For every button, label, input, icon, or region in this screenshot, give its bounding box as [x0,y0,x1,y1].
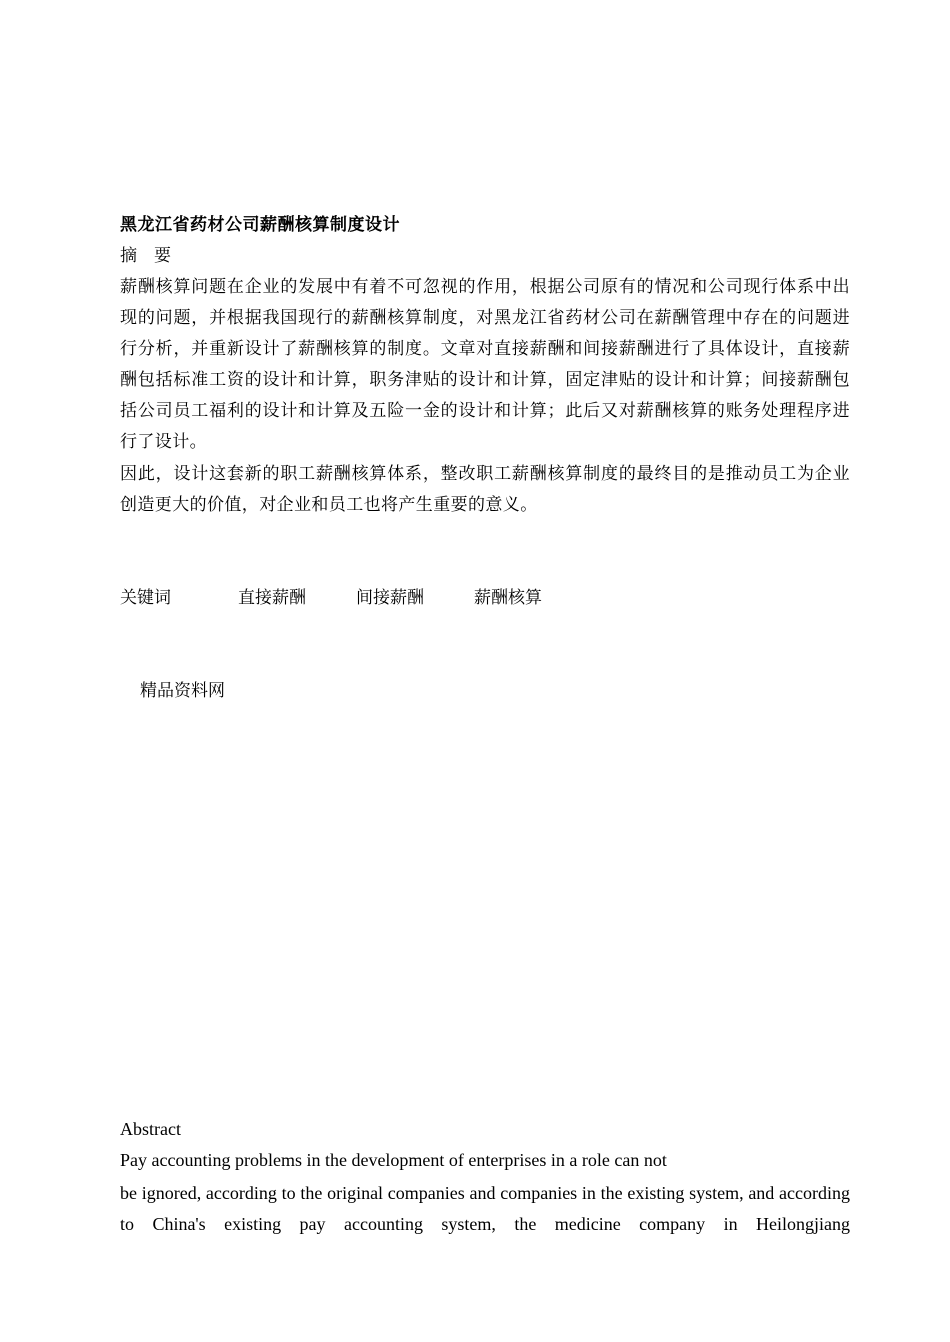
document-title: 黑龙江省药材公司薪酬核算制度设计 [120,215,400,235]
abstract-heading-en: Abstract [120,1119,181,1139]
abstract-en-first-line: Pay accounting problems in the development of enterprises in a role can not [120,1150,667,1170]
abstract-paragraph-cn-2: 因此，设计这套新的职工薪酬核算体系，整改职工薪酬核算制度的最终目的是推动员工为企业创造更大的价值，对企业和员工也将产生重要的意义。 [120,464,850,515]
keyword-item: 直接薪酬 [238,588,306,608]
keyword-item: 间接薪酬 [356,588,424,608]
abstract-paragraph-en: be ignored, according to the original companies and companies in the existing system, and according to China's existing pay accounting system, the medicine company in Heilongjiang [120,1183,850,1234]
keywords-label: 关键词 [120,588,171,608]
keywords-row [120,585,592,611]
keyword-item: 薪酬核算 [474,588,542,608]
abstract-heading-cn: 摘 要 [120,246,171,266]
abstract-paragraph-cn-1: 薪酬核算问题在企业的发展中有着不可忽视的作用，根据公司原有的情况和公司现行体系中出现的问题，并根据我国现行的薪酬核算制度，对黑龙江省药材公司在薪酬管理中存在的问题进行分析，并重新设计了薪酬核算的制度。文章对直接薪酬和间接薪酬进行了具体设计，直接薪酬包括标准工资的设计和计算，职务津贴的设计和计算，固定津贴的设计和计算；间接薪酬包括公司员工福利的设计和计算及五险一金的设计和计算；此后又对薪酬核算的账务处理程序进行了设计。 [120,277,850,452]
source-note: 精品资料网 [140,681,225,701]
